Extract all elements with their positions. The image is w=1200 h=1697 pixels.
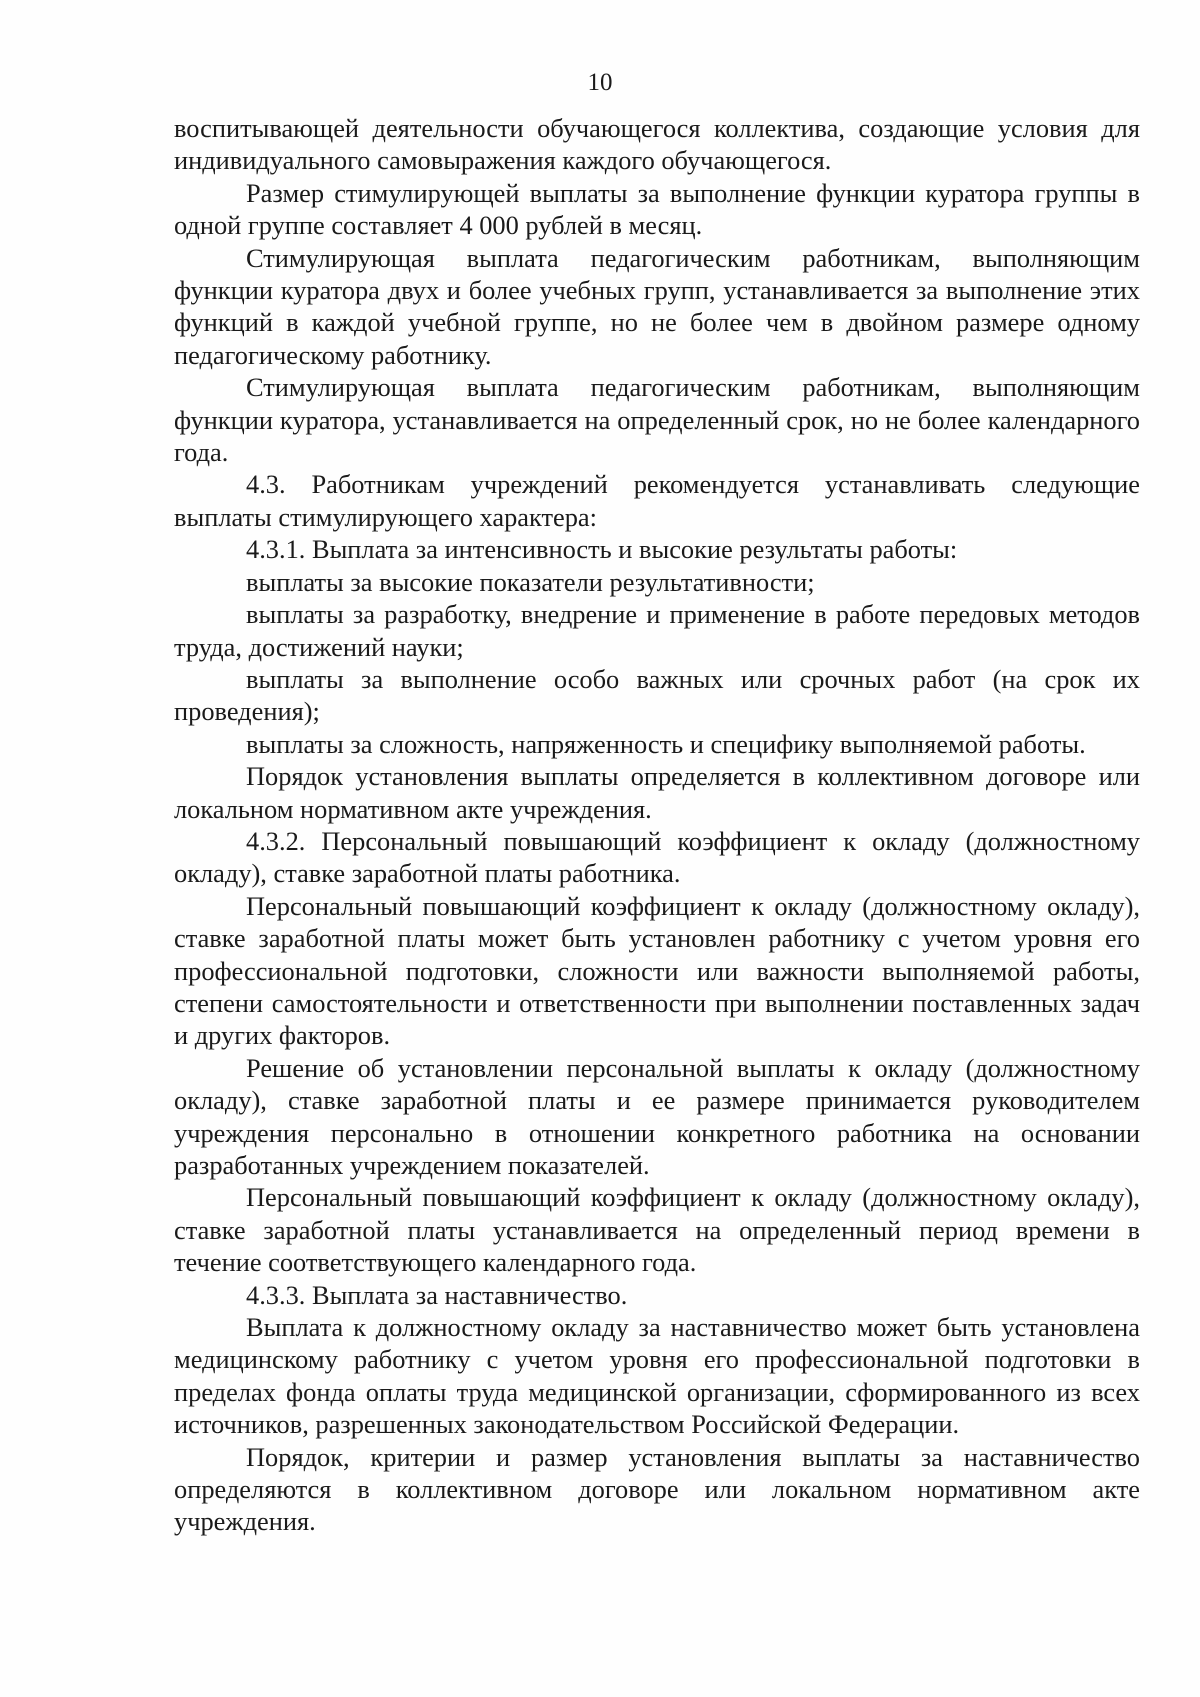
paragraph: Размер стимулирующей выплаты за выполнение функции куратора группы в одной группе составляет 4 000 рублей в месяц. <box>174 177 1140 241</box>
paragraph: воспитывающей деятельности обучающегося коллектива, создающие условия для индивидуального самовыражения каждого обучающегося. <box>174 113 1140 176</box>
paragraph: Стимулирующая выплата педагогическим работникам, выполняющим функции куратора, устанавливается на определенный срок, но не более календарного года. <box>174 372 1140 468</box>
paragraph: выплаты за сложность, напряженность и специфику выполняемой работы. <box>246 728 1086 759</box>
paragraph: Персональный повышающий коэффициент к окладу (должностному окладу), ставке заработной платы может быть установлен работнику с учетом уровня его профессиональной подготовки, сложности или важности выполняемой работы, степени самостоятельности и ответственности при выполнении поставленных задач и других факторов. <box>174 890 1140 1051</box>
paragraph: 4.3.2. Персональный повышающий коэффициент к окладу (должностному окладу), ставке заработной платы работника. <box>174 825 1140 889</box>
paragraph: Выплата к должностному окладу за наставничество может быть установлена медицинскому работнику с учетом уровня его профессиональной подготовки в пределах фонда оплаты труда медицинской организации, сформированного из всех источников, разрешенных законодательством Российской Федерации. <box>174 1312 1140 1440</box>
paragraph: 4.3.1. Выплата за интенсивность и высокие результаты работы: <box>246 534 958 565</box>
paragraph: Персональный повышающий коэффициент к окладу (должностному окладу), ставке заработной платы устанавливается на определенный период времени в течение соответствующего календарного года. <box>174 1182 1140 1278</box>
paragraph: выплаты за выполнение особо важных или срочных работ (на срок их проведения); <box>174 663 1140 727</box>
paragraph: Порядок установления выплаты определяется в коллективном договоре или локальном нормативном акте учреждения. <box>174 761 1140 824</box>
paragraph: Решение об установлении персональной выплаты к окладу (должностному окладу), ставке заработной платы и ее размере принимается руководителем учреждения персонально в отношении конкретного работника на основании разработанных учреждением показателей. <box>174 1052 1140 1180</box>
paragraph: выплаты за высокие показатели результативности; <box>246 566 815 597</box>
document-body <box>174 112 1140 1538</box>
paragraph: Порядок, критерии и размер установления выплаты за наставничество определяются в коллективном договоре или локальном нормативном акте учреждения. <box>174 1441 1140 1537</box>
paragraph: 4.3.3. Выплата за наставничество. <box>246 1279 628 1310</box>
page-number: 10 <box>587 69 613 96</box>
paragraph: 4.3. Работникам учреждений рекомендуется устанавливать следующие выплаты стимулирующего характера: <box>174 469 1140 532</box>
paragraph: выплаты за разработку, внедрение и применение в работе передовых методов труда, достижений науки; <box>174 599 1140 662</box>
paragraph: Стимулирующая выплата педагогическим работникам, выполняющим функции куратора двух и более учебных групп, устанавливается за выполнение этих функций в каждой учебной группе, но не более чем в двойном размере одному педагогическому работнику. <box>174 242 1140 370</box>
